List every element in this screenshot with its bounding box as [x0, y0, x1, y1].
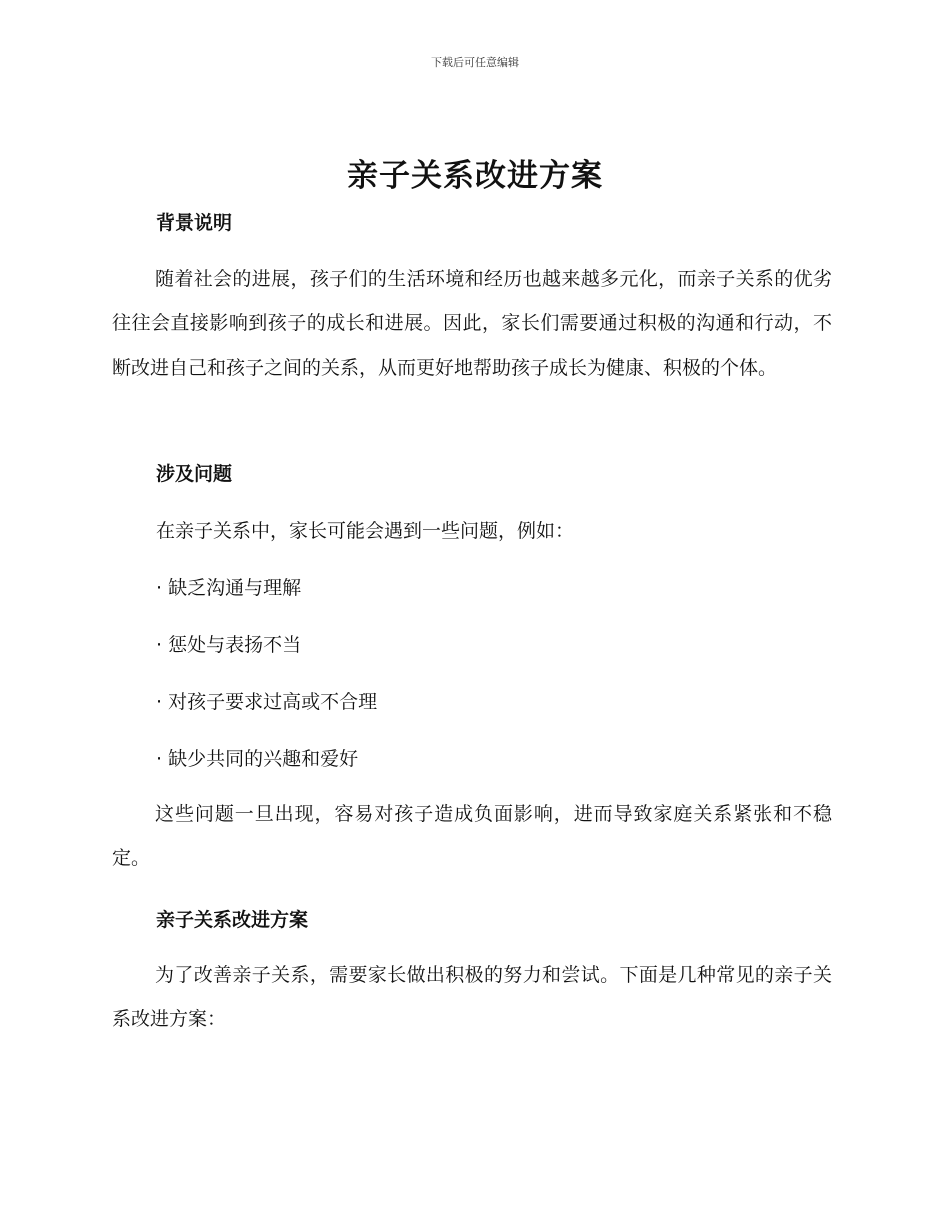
plan-paragraph: 为了改善亲子关系，需要家长做出积极的努力和尝试。下面是几种常见的亲子关系改进方案：	[112, 964, 832, 1031]
list-item: · 缺少共同的兴趣和爱好	[156, 748, 359, 770]
list-item: · 对孩子要求过高或不合理	[156, 691, 378, 713]
list-item: · 惩处与表扬不当	[156, 634, 302, 656]
issues-paragraph: 这些问题一旦出现，容易对孩子造成负面影响，进而导致家庭关系紧张和不稳定。	[112, 803, 832, 870]
section-heading-plan: 亲子关系改进方案	[156, 909, 309, 931]
issues-intro: 在亲子关系中，家长可能会遇到一些问题，例如：	[156, 520, 575, 542]
section-heading-background: 背景说明	[156, 212, 233, 234]
list-item: · 缺乏沟通与理解	[156, 577, 302, 599]
background-paragraph: 随着社会的进展，孩子们的生活环境和经历也越来越多元化，而亲子关系的优劣往往会直接影响到孩子的成长和进展。因此，家长们需要通过积极的沟通和行动，不断改进自己和孩子之间的关系，从而更好地帮助孩子成长为健康、积极的个体。	[112, 268, 832, 379]
document-title: 亲子关系改进方案	[347, 158, 603, 194]
section-heading-issues: 涉及问题	[156, 463, 233, 485]
header-note: 下载后可任意编辑	[431, 56, 519, 69]
